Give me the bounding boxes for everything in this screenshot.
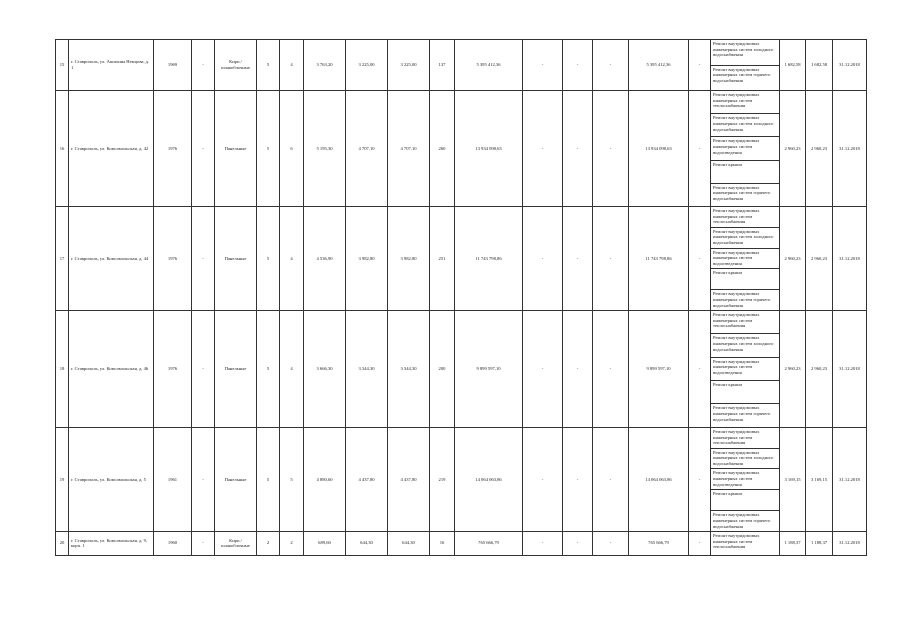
cell-work-type: Ремонт внутридомовых инженерных систем горячего водоснабжения [711, 290, 780, 311]
table-row [56, 206, 867, 227]
cell-date: 31.12.2018 [833, 310, 867, 427]
cell-unit-limit: 1 188,37 [806, 531, 833, 555]
table-row [56, 310, 867, 333]
cell-c14: - [563, 40, 593, 91]
cell-c4: - [192, 310, 215, 427]
cell-area-total: 4 536,90 [304, 206, 346, 310]
cell-residents: 260 [430, 91, 455, 207]
cell-material: Панельные [215, 206, 257, 310]
cell-c4: - [192, 531, 215, 555]
cell-cost-total: 765 666,79 [455, 531, 523, 555]
cell-floors: 5 [257, 427, 280, 531]
cell-cost-owner: 14 064 063,86 [629, 427, 689, 531]
cell-entrances: 6 [280, 91, 304, 207]
cell-cost-owner: 765 666,79 [629, 531, 689, 555]
cell-c4: - [192, 427, 215, 531]
cell-residents: 137 [430, 40, 455, 91]
document-page [55, 39, 860, 556]
cell-floors: 2 [257, 531, 280, 555]
cell-material: Панельные [215, 427, 257, 531]
cell-area-b: 3 344,30 [388, 310, 430, 427]
cell-work-type: Ремонт внутридомовых инженерных систем горячего водоснабжения [711, 404, 780, 427]
cell-unit-cost: 2 960,23 [780, 91, 806, 207]
cell-work-type: Ремонт внутридомовых инженерных систем холодного водоснабжения [711, 227, 780, 248]
cell-area-a: 3 225,00 [346, 40, 388, 91]
cell-work-type: Ремонт внутридомовых инженерных систем холодного водоснабжения [711, 448, 780, 469]
cell-work-type: Ремонт крыши [711, 160, 780, 183]
cell-num: 17 [56, 206, 69, 310]
cell-material: Панельные [215, 91, 257, 207]
cell-c13: - [523, 531, 563, 555]
cell-area-b: 3 982,80 [388, 206, 430, 310]
cell-c17: - [689, 206, 711, 310]
cell-unit-cost: 2 960,23 [780, 310, 806, 427]
cell-c17: - [689, 91, 711, 207]
cell-cost-total: 14 064 063,86 [455, 427, 523, 531]
cell-cost-total: 11 743 798,86 [455, 206, 523, 310]
cell-address: г. Ставрополь, ул. Комсомольская, д. 44 [69, 206, 154, 310]
cell-work-type: Ремонт внутридомовых инженерных систем водоотведения [711, 248, 780, 269]
cell-unit-limit: 3 169,15 [806, 427, 833, 531]
cell-unit-limit: 1 682,58 [806, 40, 833, 91]
cell-work-type: Ремонт внутридомовых инженерных систем теплоснабжения [711, 91, 780, 114]
cell-work-type: Ремонт внутридомовых инженерных систем теплоснабжения [711, 531, 780, 555]
cell-c17: - [689, 310, 711, 427]
cell-entrances: 4 [280, 206, 304, 310]
cell-work-type: Ремонт крыши [711, 269, 780, 290]
cell-area-b: 3 225,00 [388, 40, 430, 91]
cell-num: 18 [56, 310, 69, 427]
cell-area-a: 4 437,80 [346, 427, 388, 531]
cell-work-type: Ремонт внутридомовых инженерных систем холодного водоснабжения [711, 114, 780, 137]
cell-area-b: 4 707,10 [388, 91, 430, 207]
cell-cost-total: 9 899 597,10 [455, 310, 523, 427]
cell-unit-limit: 2 960,23 [806, 206, 833, 310]
cell-c4: - [192, 206, 215, 310]
cell-date: 31.12.2018 [833, 531, 867, 555]
cell-area-a: 3 982,80 [346, 206, 388, 310]
cell-area-a: 3 344,30 [346, 310, 388, 427]
cell-date: 31.12.2018 [833, 427, 867, 531]
cell-unit-cost: 1 682,58 [780, 40, 806, 91]
cell-c17: - [689, 531, 711, 555]
cell-num: 19 [56, 427, 69, 531]
cell-area-total: 5 195,30 [304, 91, 346, 207]
cell-residents: 200 [430, 310, 455, 427]
cell-c14: - [563, 427, 593, 531]
cell-year: 1961 [154, 427, 192, 531]
cell-c14: - [563, 91, 593, 207]
cell-entrances: 4 [280, 40, 304, 91]
cell-date: 31.12.2018 [833, 91, 867, 207]
cell-unit-limit: 2 960,23 [806, 310, 833, 427]
cell-work-type: Ремонт внутридомовых инженерных систем теплоснабжения [711, 310, 780, 333]
cell-c13: - [523, 40, 563, 91]
cell-c14: - [563, 310, 593, 427]
cell-material: Кирп./ шлакоблочные [215, 40, 257, 91]
cell-material: Панельные [215, 310, 257, 427]
cell-address: г. Ставрополь, ул. Комсомольская, д. 46 [69, 310, 154, 427]
cell-work-type: Ремонт крыши [711, 381, 780, 404]
cell-c15: - [593, 40, 629, 91]
cell-address: г. Ставрополь, ул. Комсомольская, д. 5 [69, 427, 154, 531]
cell-cost-owner: 11 743 798,86 [629, 206, 689, 310]
cell-cost-total: 5 395 412,36 [455, 40, 523, 91]
cell-c15: - [593, 310, 629, 427]
cell-work-type: Ремонт внутридомовых инженерных систем теплоснабжения [711, 427, 780, 448]
cell-area-total: 689,60 [304, 531, 346, 555]
cell-work-type: Ремонт внутридомовых инженерных систем водоотведения [711, 137, 780, 160]
cell-work-type: Ремонт внутридомовых инженерных систем холодного водоснабжения [711, 334, 780, 357]
cell-address: г. Ставрополь, ул. Ашихина Немцова, д. 1 [69, 40, 154, 91]
cell-year: 1976 [154, 91, 192, 207]
table-row [56, 531, 867, 555]
cell-address: г. Ставрополь, ул. Комсомольская, д. 42 [69, 91, 154, 207]
cell-entrances: 4 [280, 310, 304, 427]
table-row [56, 91, 867, 114]
cell-area-b: 4 437,80 [388, 427, 430, 531]
cell-work-type: Ремонт внутридомовых инженерных систем теплоснабжения [711, 206, 780, 227]
cell-num: 20 [56, 531, 69, 555]
cell-work-type: Ремонт крыши [711, 490, 780, 511]
cell-area-total: 4 880,60 [304, 427, 346, 531]
cell-residents: 251 [430, 206, 455, 310]
cell-cost-owner: 13 934 098,63 [629, 91, 689, 207]
cell-work-type: Ремонт внутридомовых инженерных систем водоотведения [711, 469, 780, 490]
cell-residents: 16 [430, 531, 455, 555]
cell-address: г. Ставрополь, ул. Комсомольская, д. 9, корп. 1 [69, 531, 154, 555]
cell-floors: 5 [257, 206, 280, 310]
cell-num: 15 [56, 40, 69, 91]
cell-material: Кирп./ шлакоблочные [215, 531, 257, 555]
cell-work-type: Ремонт внутридомовых инженерных систем горячего водоснабжения [711, 183, 780, 206]
cell-area-total: 3 763,20 [304, 40, 346, 91]
cell-cost-owner: 9 899 597,10 [629, 310, 689, 427]
cell-work-type: Ремонт внутридомовых инженерных систем водоотведения [711, 357, 780, 380]
cell-floors: 5 [257, 40, 280, 91]
cell-year: 1960 [154, 531, 192, 555]
cell-unit-limit: 2 960,23 [806, 91, 833, 207]
cell-unit-cost: 1 188,37 [780, 531, 806, 555]
table-row [56, 427, 867, 448]
cell-c15: - [593, 91, 629, 207]
cell-year: 1976 [154, 310, 192, 427]
cell-area-total: 3 666,30 [304, 310, 346, 427]
cell-date: 31.12.2018 [833, 40, 867, 91]
cell-unit-cost: 3 169,15 [780, 427, 806, 531]
cell-c15: - [593, 206, 629, 310]
cell-year: 1969 [154, 40, 192, 91]
cell-c17: - [689, 427, 711, 531]
cell-c14: - [563, 531, 593, 555]
cell-num: 16 [56, 91, 69, 207]
cell-area-b: 644,30 [388, 531, 430, 555]
cell-unit-cost: 2 960,23 [780, 206, 806, 310]
cell-c14: - [563, 206, 593, 310]
cell-area-a: 644,30 [346, 531, 388, 555]
cell-c13: - [523, 310, 563, 427]
cell-c4: - [192, 40, 215, 91]
repair-program-table [55, 39, 867, 556]
cell-c13: - [523, 427, 563, 531]
cell-cost-total: 13 934 098,63 [455, 91, 523, 207]
cell-work-type: Ремонт внутридомовых инженерных систем горячего водоснабжения [711, 65, 780, 91]
cell-c15: - [593, 531, 629, 555]
cell-area-a: 4 707,10 [346, 91, 388, 207]
cell-floors: 5 [257, 310, 280, 427]
cell-cost-owner: 5 395 412,36 [629, 40, 689, 91]
cell-date: 31.12.2018 [833, 206, 867, 310]
cell-c15: - [593, 427, 629, 531]
cell-work-type: Ремонт внутридомовых инженерных систем горячего водоснабжения [711, 511, 780, 532]
cell-c13: - [523, 91, 563, 207]
cell-entrances: 2 [280, 531, 304, 555]
cell-entrances: 5 [280, 427, 304, 531]
cell-year: 1976 [154, 206, 192, 310]
table-row [56, 40, 867, 66]
cell-c13: - [523, 206, 563, 310]
cell-c17: - [689, 40, 711, 91]
cell-c4: - [192, 91, 215, 207]
cell-work-type: Ремонт внутридомовых инженерных систем холодного водоснабжения [711, 40, 780, 66]
cell-residents: 219 [430, 427, 455, 531]
cell-floors: 5 [257, 91, 280, 207]
